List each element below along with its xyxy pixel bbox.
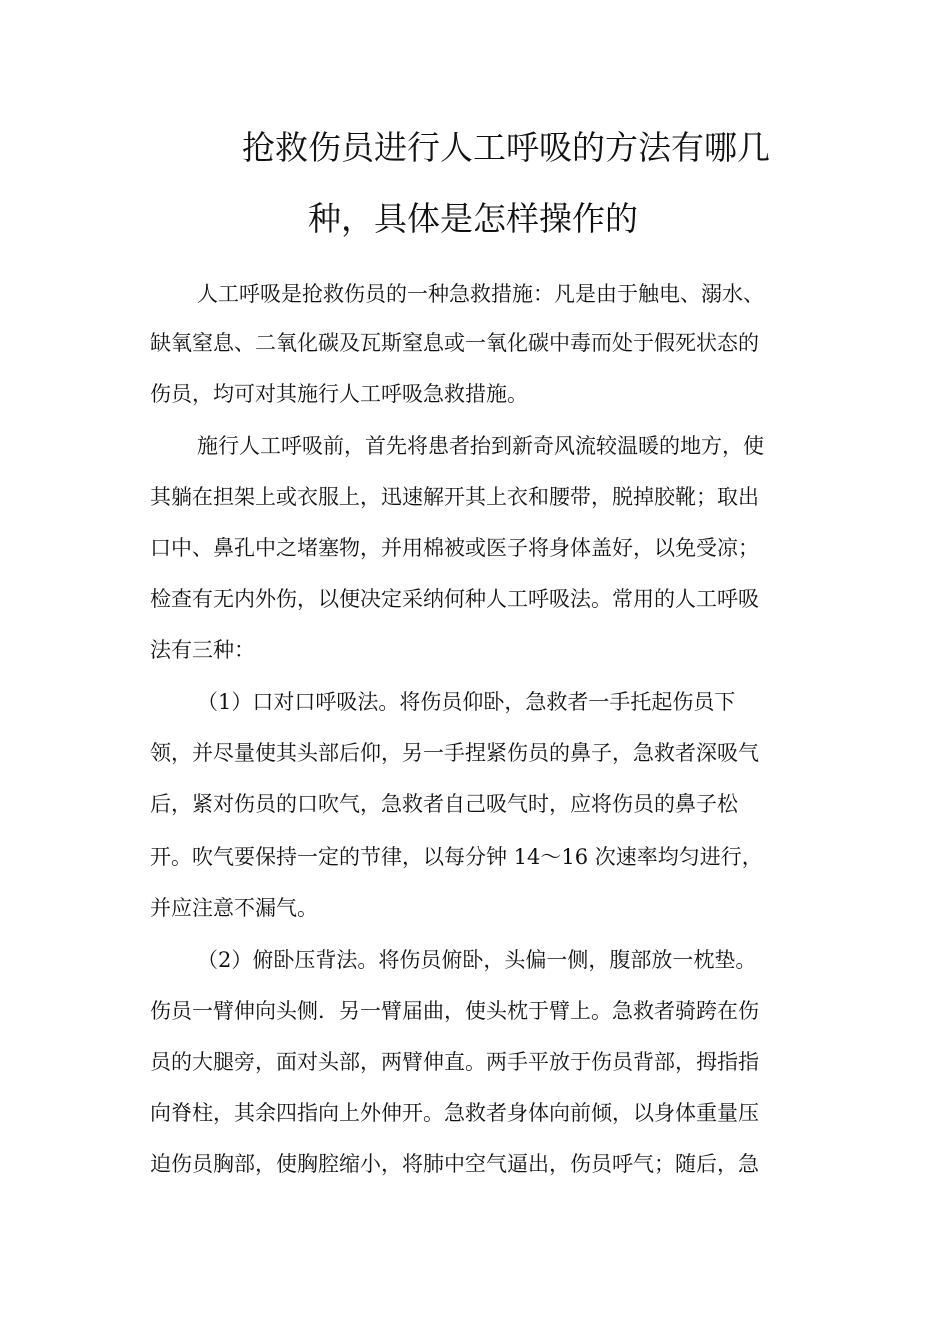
paragraph-2-line-3: 口中、鼻孔中之堵塞物，并用棉被或医子将身体盖好，以免受凉； bbox=[150, 536, 759, 560]
paragraph-4-line-1: （2）俯卧压背法。将伤员俯卧，头偏一侧，腹部放一枕垫。 bbox=[197, 948, 757, 972]
paragraph-3-line-5: 并应注意不漏气。 bbox=[150, 896, 318, 920]
paragraph-2-line-5: 法有三种： bbox=[150, 638, 255, 662]
paragraph-2-line-1: 施行人工呼吸前，首先将患者抬到新奇风流较温暖的地方，使 bbox=[197, 434, 764, 458]
paragraph-3-line-4: 开。吹气要保持一定的节律，以每分钟 14～16 次速率均匀进行， bbox=[150, 845, 763, 869]
paragraph-4-line-5: 迫伤员胸部，使胸腔缩小，将肺中空气逼出，伤员呼气；随后，急 bbox=[150, 1152, 759, 1176]
document-title-line-2: 种，具体是怎样操作的 bbox=[308, 199, 638, 238]
paragraph-4-line-2: 伤员一臂伸向头侧．另一臂届曲，使头枕于臂上。急救者骑跨在伤 bbox=[150, 999, 759, 1023]
paragraph-3-line-3: 后，紧对伤员的口吹气，急救者自己吸气时，应将伤员的鼻子松 bbox=[150, 792, 738, 816]
paragraph-2-line-2: 其躺在担架上或衣服上，迅速解开其上衣和腰带，脱掉胶靴；取出 bbox=[150, 485, 759, 509]
paragraph-1-line-2: 缺氧窒息、二氧化碳及瓦斯窒息或一氧化碳中毒而处于假死状态的 bbox=[150, 331, 759, 355]
document-title-line-1: 抢救伤员进行人工呼吸的方法有哪几 bbox=[242, 128, 770, 167]
paragraph-1-line-1: 人工呼吸是抢救伤员的一种急救措施：凡是由于触电、溺水、 bbox=[197, 282, 764, 306]
paragraph-3-line-2: 领，并尽量使其头部后仰，另一手捏紧伤员的鼻子，急救者深吸气 bbox=[150, 741, 759, 765]
paragraph-4-line-4: 向脊柱，其余四指向上外伸开。急救者身体向前倾，以身体重量压 bbox=[150, 1101, 759, 1125]
paragraph-2-line-4: 检查有无内外伤，以便决定采纳何种人工呼吸法。常用的人工呼吸 bbox=[150, 587, 759, 611]
paragraph-3-line-1: （1）口对口呼吸法。将伤员仰卧，急救者一手托起伤员下 bbox=[197, 690, 736, 714]
paragraph-4-line-3: 员的大腿旁，面对头部，两臂伸直。两手平放于伤员背部，拇指指 bbox=[150, 1050, 759, 1074]
paragraph-1-line-3: 伤员，均可对其施行人工呼吸急救措施。 bbox=[150, 382, 528, 406]
